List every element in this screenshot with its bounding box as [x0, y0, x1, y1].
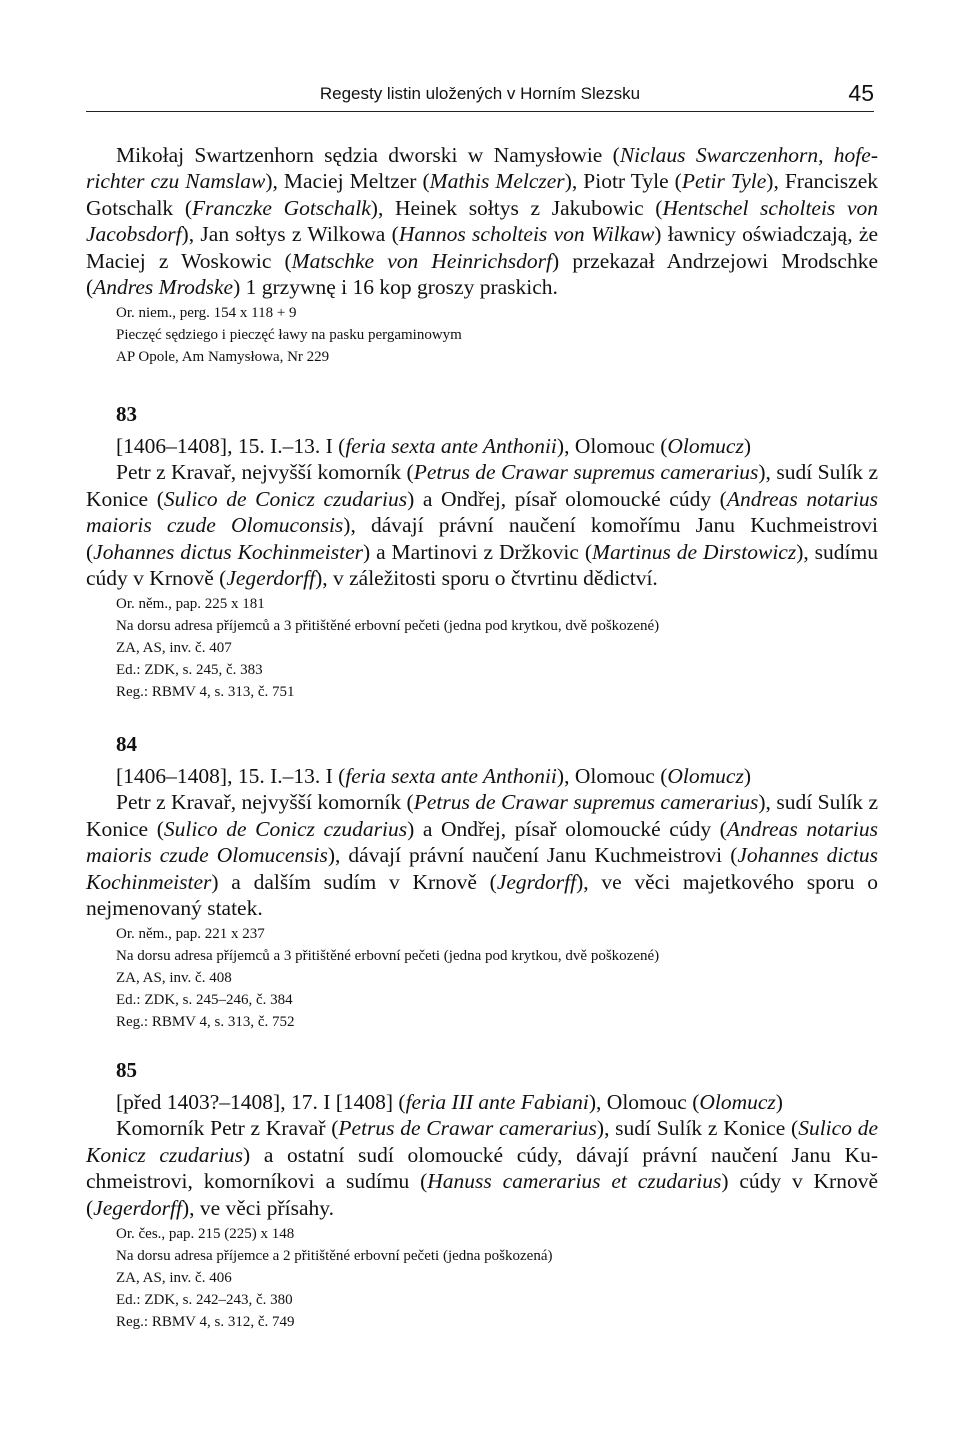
- entry-number: 83: [116, 402, 137, 426]
- entry-83-meta: [116, 593, 878, 703]
- entry-83: [86, 402, 878, 703]
- entry-84-meta: [116, 923, 878, 1033]
- meta-line: Reg.: RBMV 4, s. 313, č. 751: [116, 684, 295, 701]
- header-rule: [86, 111, 874, 112]
- meta-line: Ed.: ZDK, s. 242–243, č. 380: [116, 1292, 293, 1309]
- running-title: Regesty listin uložených v Horním Slezsku: [319, 84, 641, 103]
- meta-line: Ed.: ZDK, s. 245–246, č. 384: [116, 992, 293, 1009]
- entry-85-date: [před 1403?–1408], 17. I [1408] (feria III ante Fabiani), Olomouc (Olomucz): [116, 1090, 783, 1114]
- entry-84-date: [1406–1408], 15. I.–13. I (feria sexta ante Anthonii), Olomouc (Olomucz): [116, 764, 751, 788]
- page-number: 45: [848, 80, 874, 106]
- entry-82: [86, 142, 878, 368]
- meta-line: Na dorsu adresa příjemce a 2 přitištěné erbovní pečeti (jedna poškozená): [116, 1248, 553, 1265]
- entry-82-text: Mikołaj Swartzenhorn sędzia dworski w Namysłowie (Niclaus Swarczenhorn, hoferichter czu Namslaw), Maciej Meltzer (Mathis Melczer), Piotr Tyle (Petir Tyle), Franciszek Gotschalk (Franczke Gotschalk), Heinek sołtys z Jakubowic (Hentschel scholteis von Jacobsdorf), Jan sołtys z Wilkowa (Hannos scholteis von Wilkaw) ławnicy oświadczają, że Maciej z Woskowic (Matschke von Heinrichsdorf) przekazał Andrzejowi Mrodschke (Andres Mrodske) 1 grzywnę i 16 kop groszy praskich.: [86, 143, 879, 300]
- meta-line: Or. něm., pap. 225 x 181: [116, 596, 265, 613]
- entry-number: 84: [116, 732, 137, 756]
- meta-line: Pieczęć sędziego i pieczęć ławy na pasku pergaminowym: [116, 327, 462, 344]
- meta-line: Reg.: RBMV 4, s. 313, č. 752: [116, 1014, 295, 1031]
- entry-85: [86, 1058, 878, 1333]
- meta-line: Or. čes., pap. 215 (225) x 148: [116, 1226, 295, 1243]
- meta-line: Reg.: RBMV 4, s. 312, č. 749: [116, 1314, 295, 1331]
- meta-line: ZA, AS, inv. č. 407: [116, 640, 232, 657]
- entry-number: 85: [116, 1058, 137, 1082]
- meta-line: Or. niem., perg. 154 x 118 + 9: [116, 305, 297, 322]
- meta-line: ZA, AS, inv. č. 408: [116, 970, 232, 987]
- meta-line: Ed.: ZDK, s. 245, č. 383: [116, 662, 263, 679]
- entry-84-text: Petr z Kravař, nejvyšší komorník (Petrus de Crawar supremus camerarius), sudí Sulík z Konice (Sulico de Conicz czudarius) a Ondřej, písař olomoucké cúdy (Andreas notarius maioris czude Olomucensis), dávají právní naučení Janu Kuchmeistrovi (Johannes dictus Kochinmeister) a dalším sudím v Krnově (Jegrdorff), ve věci majetkového sporu o nejmenovaný statek.: [86, 790, 879, 921]
- entry-83-date: [1406–1408], 15. I.–13. I (feria sexta ante Anthonii), Olomouc (Olomucz): [116, 434, 751, 458]
- entry-85-text: Komorník Petr z Kravař (Petrus de Crawar camerarius), sudí Sulík z Konice (Sulico de Konicz czudarius) a ostatní sudí olomoucké cúdy, dávají právní naučení Janu Kuchmeistrovi, komorníkovi a sudímu (Hanuss camerarius et czudarius) cúdy v Krnově (Jegerdorff), ve věci přísahy.: [86, 1116, 878, 1220]
- meta-line: Or. něm., pap. 221 x 237: [116, 926, 265, 943]
- entry-85-meta: [116, 1223, 878, 1333]
- entry-82-meta: [116, 302, 878, 368]
- meta-line: AP Opole, Am Namysłowa, Nr 229: [116, 349, 330, 366]
- entry-84: [86, 732, 878, 1033]
- meta-line: Na dorsu adresa příjemců a 3 přitištěné erbovní pečeti (jedna pod krytkou, dvě poškozené): [116, 618, 660, 635]
- meta-line: ZA, AS, inv. č. 406: [116, 1270, 232, 1287]
- entry-83-text: Petr z Kravař, nejvyšší komorník (Petrus de Crawar supremus camerarius), sudí Sulík z Konice (Sulico de Conicz czudarius) a Ondřej, písař olomoucké cúdy (Andreas notarius maioris czude Olomuconsis), dávají právní naučení komořímu Janu Kuchmeistrovi (Johannes dictus Kochinmeister) a Martinovi z Držkovic (Martinus de Dirstowicz), sudímu cúdy v Krnově (Jegerdorff), v záležitosti sporu o čtvrtinu dědictví.: [86, 460, 879, 591]
- page-header: [86, 80, 874, 110]
- meta-line: Na dorsu adresa příjemců a 3 přitištěné erbovní pečeti (jedna pod krytkou, dvě poškozené): [116, 948, 660, 965]
